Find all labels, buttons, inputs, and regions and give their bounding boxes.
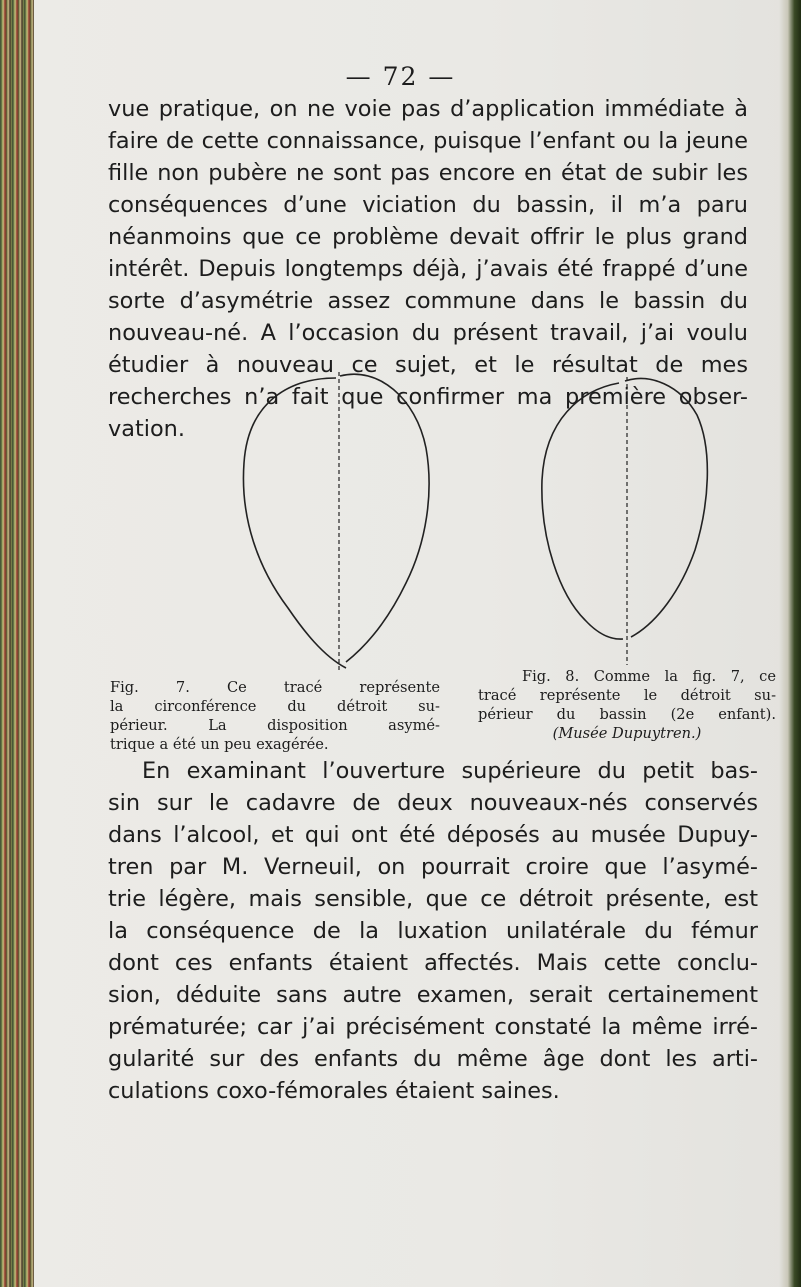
text-line: conséquences d’une viciation du bassin, il m’a paru xyxy=(108,192,748,218)
page-right-edge xyxy=(779,0,801,1287)
figure-8-left-curve xyxy=(542,383,623,639)
text-line: fille non pubère ne sont pas encore en état de subir les xyxy=(108,160,748,186)
text-line: tren par M. Verneuil, on pourrait croire que l’asymé- xyxy=(108,854,758,880)
paragraph-2 xyxy=(108,755,758,1107)
caption-line: Fig. 8. Comme la fig. 7, ce xyxy=(522,668,776,685)
text-line: nouveau-né. A l’occasion du présent travail, j’ai voulu xyxy=(108,320,748,346)
text-line: faire de cette connaissance, puisque l’enfant ou la jeune xyxy=(108,128,748,154)
caption-line: Fig. 7. Ce tracé représente xyxy=(110,679,440,696)
text-line: vue pratique, on ne voie pas d’application immédiate à xyxy=(108,96,748,122)
text-line: néanmoins que ce problème devait offrir le plus grand xyxy=(108,224,748,250)
figure-7-pelvis-outline xyxy=(228,368,438,673)
caption-museum-credit: (Musée Dupuytren.) xyxy=(552,725,702,742)
text-line: dont ces enfants étaient affectés. Mais cette conclu- xyxy=(108,950,758,976)
figure-7-left-curve xyxy=(243,378,346,668)
text-line: intérêt. Depuis longtemps déjà, j’avais été frappé d’une xyxy=(108,256,748,282)
figure-7-right-curve xyxy=(340,374,429,662)
caption-line: tracé représente le détroit su- xyxy=(478,687,776,704)
text-line: vation. xyxy=(108,416,185,442)
figure-8-pelvis-outline xyxy=(535,375,715,670)
figure-8-caption xyxy=(478,667,776,743)
text-line: gularité sur des enfants du même âge dont les arti- xyxy=(108,1046,758,1072)
caption-line: trique a été un peu exagérée. xyxy=(110,736,329,753)
text-line: sin sur le cadavre de deux nouveaux-nés conservés xyxy=(108,790,758,816)
text-line: étudier à nouveau ce sujet, et le résultat de mes xyxy=(108,352,748,378)
caption-line: périeur. La disposition asymé- xyxy=(110,717,440,734)
text-line: culations coxo-fémorales étaient saines. xyxy=(108,1078,560,1104)
text-line: En examinant l’ouverture supérieure du petit bas- xyxy=(142,758,758,784)
figure-8-right-curve xyxy=(625,379,707,637)
text-line: sorte d’asymétrie assez commune dans le bassin du xyxy=(108,288,748,314)
text-line: sion, déduite sans autre examen, serait certainement xyxy=(108,982,758,1008)
text-line: dans l’alcool, et qui ont été déposés au musée Dupuy- xyxy=(108,822,758,848)
page-number: — 72 — xyxy=(345,62,456,91)
text-line: trie légère, mais sensible, que ce détroit présente, est xyxy=(108,886,758,912)
caption-line: la circonférence du détroit su- xyxy=(110,698,440,715)
text-line: la conséquence de la luxation unilatérale du fémur xyxy=(108,918,758,944)
text-line: recherches n’a fait que confirmer ma première obser- xyxy=(108,384,748,410)
text-line: prématurée; car j’ai précisément constaté la même irré- xyxy=(108,1014,758,1040)
book-spine-edge xyxy=(0,0,34,1287)
caption-line: périeur du bassin (2e enfant). xyxy=(478,706,776,723)
figure-7-caption xyxy=(110,678,440,754)
